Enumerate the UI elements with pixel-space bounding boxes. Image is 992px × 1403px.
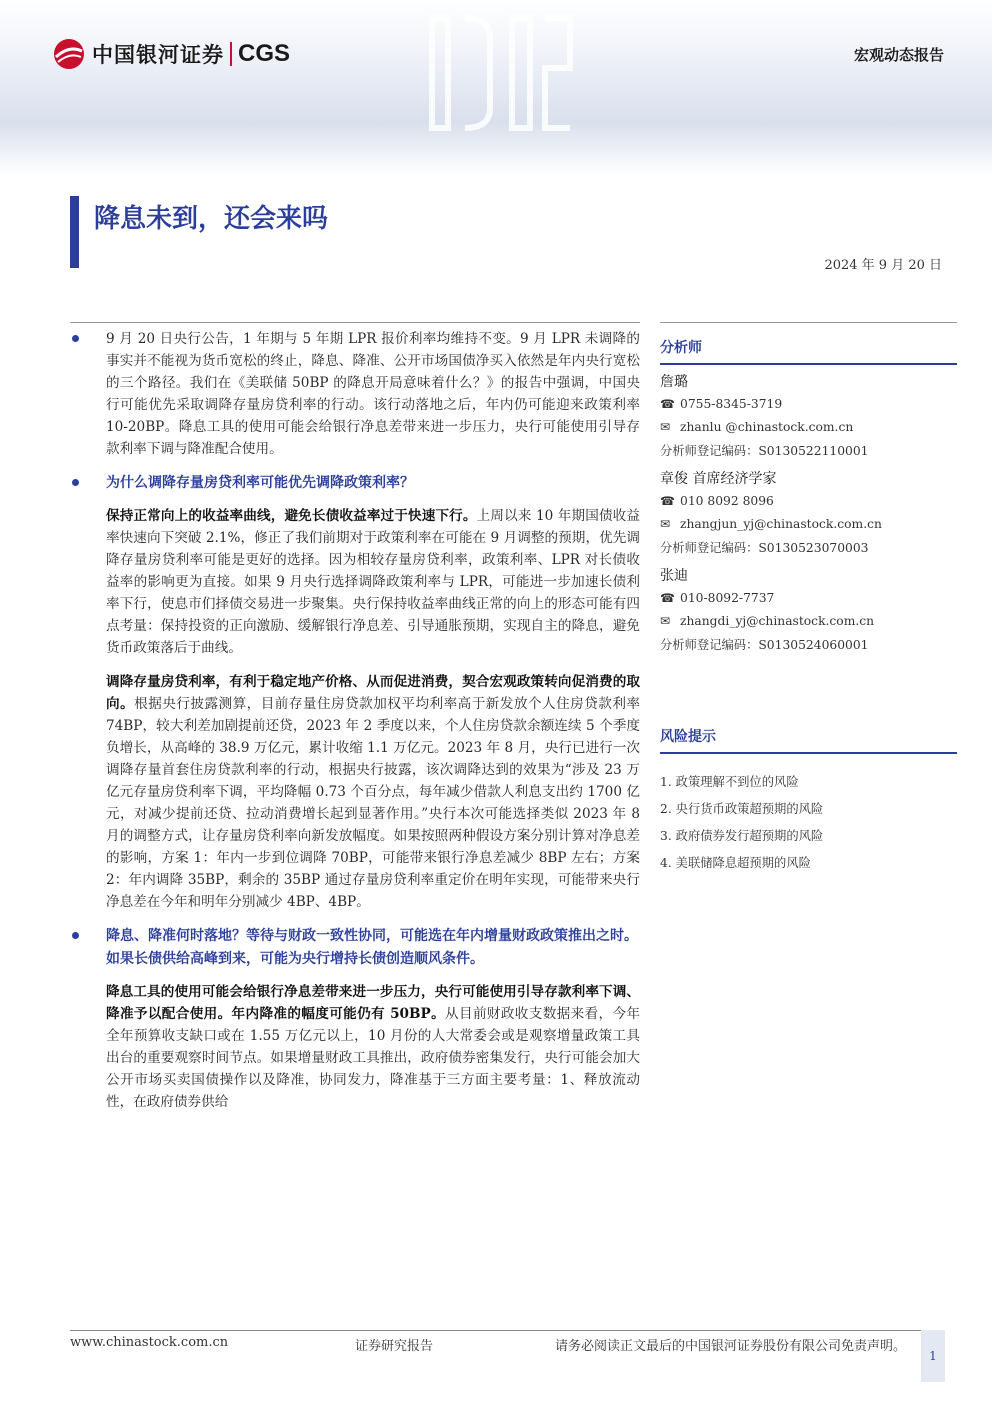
analyst-registration: 分析师登记编码：S0130524060001 bbox=[660, 638, 869, 652]
risk-heading-rule bbox=[660, 752, 957, 754]
analyst-phone: ☎ 010 8092 8096 bbox=[660, 494, 774, 508]
email-icon: ✉ bbox=[660, 420, 671, 434]
footer-report-label: 证券研究报告 bbox=[355, 1339, 434, 1354]
analyst-name: 詹璐 bbox=[660, 373, 688, 390]
analysts-heading-rule bbox=[660, 363, 957, 365]
analyst-registration: 分析师登记编码：S0130523070003 bbox=[660, 541, 869, 555]
analyst-phone: ☎ 0755-8345-3719 bbox=[660, 397, 783, 411]
logo-chinese-name: 中国银河证券 bbox=[92, 43, 224, 67]
risk-item: 3. 政府债券发行超预期的风险 bbox=[660, 829, 824, 843]
page-title: 降息未到，还会来吗 bbox=[94, 204, 329, 234]
galaxy-logo-icon bbox=[52, 37, 86, 71]
risk-heading: 风险提示 bbox=[660, 729, 716, 745]
analyst-name: 章俊 首席经济学家 bbox=[660, 470, 777, 487]
footer-disclaimer: 请务必阅读正文最后的中国银河证券股份有限公司免责声明。 bbox=[555, 1339, 907, 1354]
bullet-icon bbox=[72, 932, 79, 939]
bullet-icon bbox=[72, 479, 79, 486]
logo-divider bbox=[230, 42, 232, 66]
section-heading-2: 降息、降准何时落地？等待与财政一致性协同，可能选在年内增量财政政策推出之时。如果长债供给高峰到来，可能为央行增持长债创造顺风条件。 bbox=[70, 925, 640, 971]
sidebar-divider bbox=[660, 322, 957, 323]
report-date: 2024 年 9 月 20 日 bbox=[824, 258, 942, 273]
company-logo[interactable] bbox=[52, 36, 290, 72]
analyst-registration: 分析师登记编码：S0130522110001 bbox=[660, 444, 869, 458]
risk-item: 1. 政策理解不到位的风险 bbox=[660, 775, 799, 789]
phone-icon: ☎ bbox=[660, 591, 675, 605]
analyst-email[interactable]: ✉ zhanlu @chinastock.com.cn bbox=[660, 420, 854, 434]
phone-icon: ☎ bbox=[660, 397, 675, 411]
body-paragraph-3: 降息工具的使用可能会给银行净息差带来进一步压力，央行可能使用引导存款利率下调、降准予以配合使用。年内降准的幅度可能仍有 50BP。从目前财政收支数据来看，今年全年预算收支缺口或在 1.55 万亿元以上，10 月份的人大常委会或是观察增量政策工具出台的重要观察时间节点。如果增量财政工具推出，政府债券密集发行，央行可能会加大公开市场买卖国债操作以及降准，协同发力，降准基于三方面主要考量：1、释放流动性，在政府债券供给 bbox=[106, 984, 640, 1110]
analyst-card bbox=[660, 468, 957, 559]
analyst-email[interactable]: ✉ zhangjun_yj@chinastock.com.cn bbox=[660, 517, 882, 531]
analysts-heading: 分析师 bbox=[660, 340, 702, 356]
analyst-phone: ☎ 010-8092-7737 bbox=[660, 591, 775, 605]
footer-website-link[interactable]: www.chinastock.com.cn bbox=[70, 1335, 229, 1350]
title-accent-bar bbox=[70, 196, 79, 268]
analyst-card bbox=[660, 371, 957, 462]
email-icon: ✉ bbox=[660, 517, 671, 531]
analyst-name: 张迪 bbox=[660, 567, 688, 584]
section-heading-1: 为什么调降存量房贷利率可能优先调降政策利率？ bbox=[70, 472, 640, 495]
analyst-card bbox=[660, 565, 957, 656]
risk-item: 2. 央行货币政策超预期的风险 bbox=[660, 802, 824, 816]
analyst-email[interactable]: ✉ zhangdi_yj@chinastock.com.cn bbox=[660, 614, 875, 628]
page-number: 1 bbox=[921, 1330, 945, 1382]
email-icon: ✉ bbox=[660, 614, 671, 628]
risk-list bbox=[660, 768, 957, 876]
risk-section bbox=[660, 712, 957, 876]
logo-english-name: CGS bbox=[238, 40, 291, 67]
body-paragraph-2: 调降存量房贷利率，有利于稳定地产价格、从而促进消费，契合宏观政策转向促消费的取向。根据央行披露测算，目前存量住房贷款加权平均利率高于新发放个人住房贷款利率 74BP，较大利差加剧提前还贷，2023 年 2 季度以来，个人住房贷款余额连续 5 个季度负增长，从高峰的 38.9 万亿元，累计收缩 1.1 万亿元。2023 年 8 月，央行已进行一次调降存量首套住房贷款利率的行动，根据央行披露，该次调降达到的效果为“涉及 23 万亿元存量房贷利率下调，平均降幅 0.73 个百分点，每年减少借款人利息支出约 1700 亿元，对减少提前还贷、拉动消费增长起到显著作用。”央行本次可能选择类似 2023 年 8 月的调整方式，让存量房贷利率向新发放幅度。如果按照两种假设方案分别计算对净息差的影响，方案 1：年内一步到位调降 70BP，可能带来银行净息差减少 8BP 左右；方案 2：年内调降 35BP，剩余的 35BP 通过存量房贷利率重定价在明年实现，可能带来央行净息差在今年和明年分别减少 4BP、4BP。 bbox=[106, 674, 641, 910]
risk-item: 4. 美联储降息超预期的风险 bbox=[660, 856, 811, 870]
body-paragraph-1: 保持正常向上的收益率曲线，避免长债收益率过于快速下行。上周以来 10 年期国债收益率快速向下突破 2.1%，修正了我们前期对于政策利率在可能在 9 月调整的预期，优先调降存量房贷利率可能是更好的选择。因为相较存量房贷利率，政策利率、LPR 对长债收益率的影响更为直接。如果 9 月央行选择调降政策利率与 LPR，可能进一步加速长债利率下行，使息市们择债交易进一步聚集。央行保持收益率曲线正常的向上的形态可能有四点考量：保持投资的正向激励、缓解银行净息差、引导通胀预期，实现自主的降息，避免货币政策落后于曲线。 bbox=[106, 508, 640, 656]
main-content bbox=[70, 322, 640, 1113]
bullet-icon bbox=[72, 335, 79, 342]
footer-divider bbox=[70, 1330, 938, 1331]
summary-paragraph: 9 月 20 日央行公告，1 年期与 5 年期 LPR 报价利率均维持不变。9 月 LPR 未调降的事实并不能视为货币宽松的终止，降息、降准、公开市场国债净买入依然是年内央行宽松的三个路径。我们在《美联储 50BP 的降息开局意味着什么？》的报告中强调，中国央行可能优先采取调降存量房贷利率的行动。该行动落地之后，年内仍可能迎来政策利率 10-20BP。降息工具的使用可能会给银行净息差带来进一步压力，央行可能使用引导存款利率下调与降准配合使用。 bbox=[70, 328, 640, 460]
phone-icon: ☎ bbox=[660, 494, 675, 508]
cgs-watermark-graphic bbox=[420, 8, 580, 138]
report-type-label: 宏观动态报告 bbox=[853, 46, 944, 64]
analyst-sidebar bbox=[660, 322, 957, 656]
